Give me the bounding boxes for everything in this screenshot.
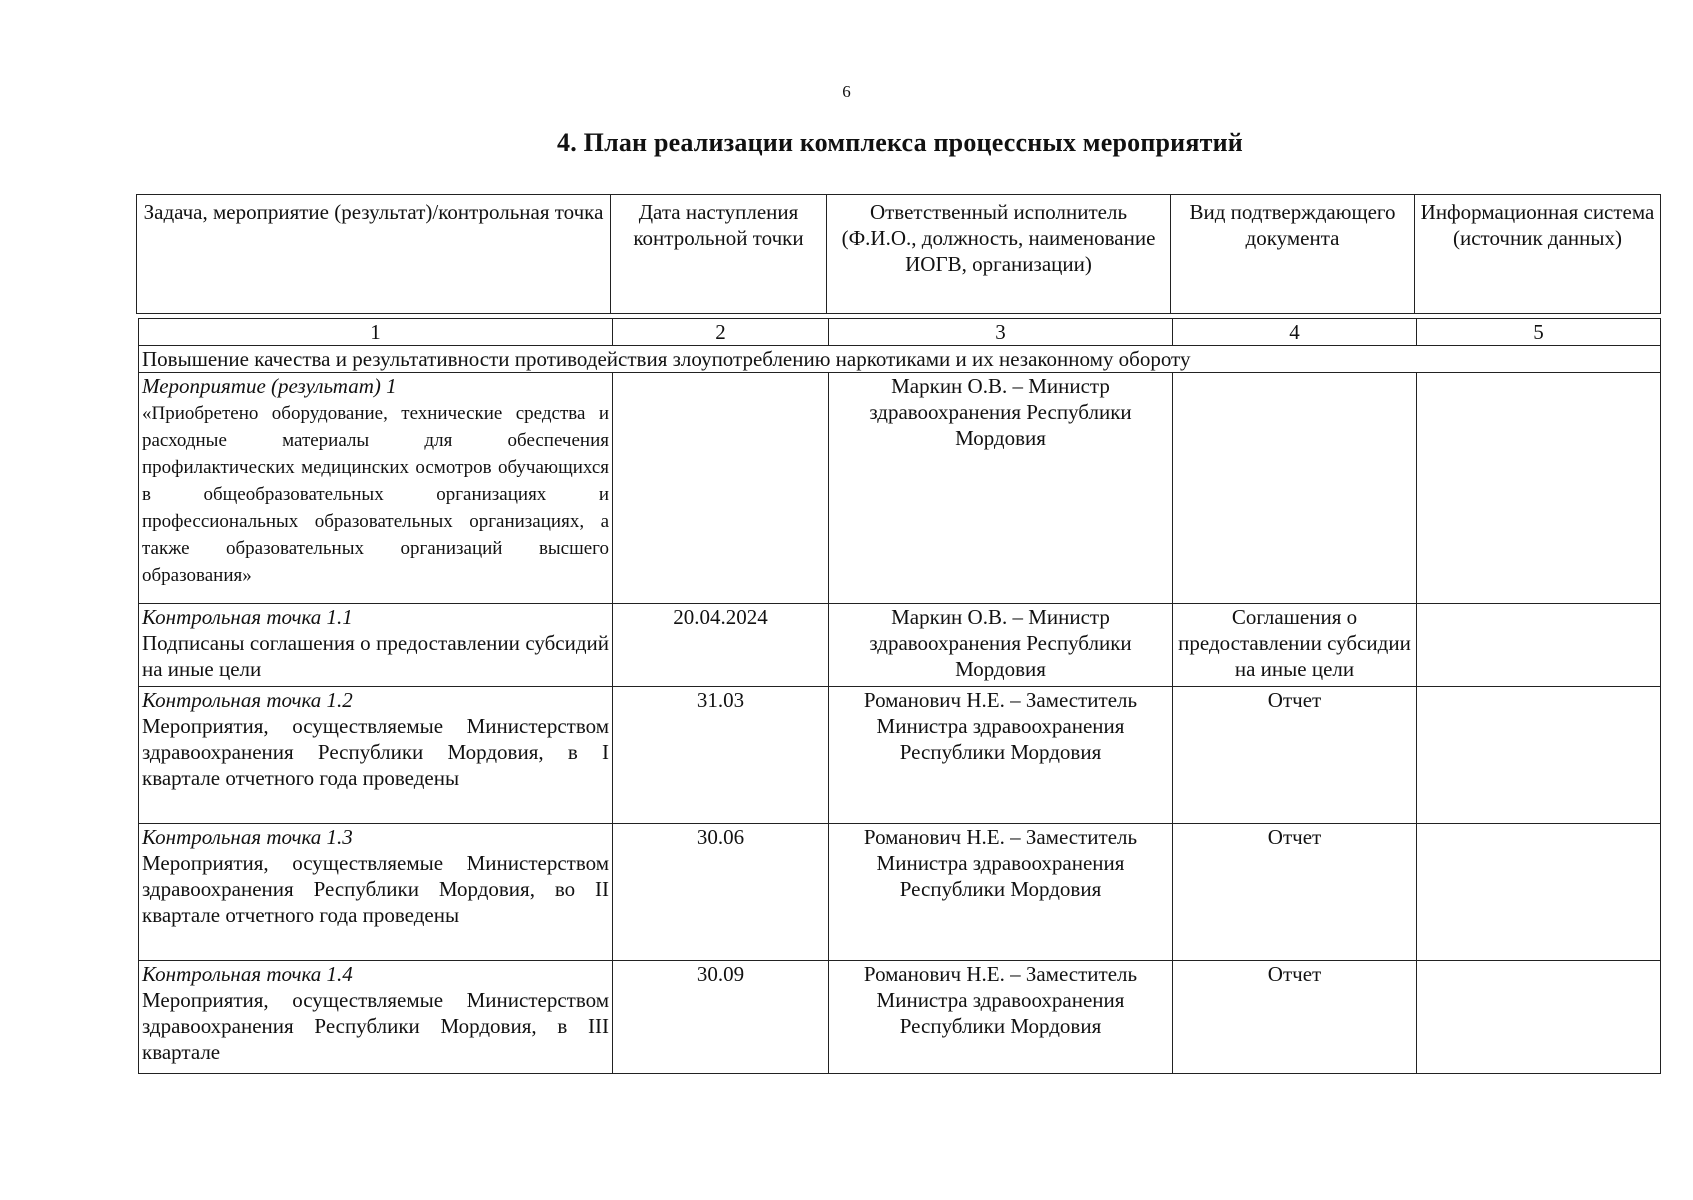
column-number: 4 — [1173, 319, 1417, 346]
date-cell: 30.06 — [613, 824, 829, 961]
source-cell — [1417, 373, 1661, 604]
plan-table — [138, 318, 1661, 1074]
responsible-cell: Романович Н.Е. – Заместитель Министра здравоохранения Республики Мордовия — [829, 687, 1173, 824]
date-cell: 30.09 — [613, 961, 829, 1074]
responsible-cell: Маркин О.В. – Министр здравоохранения Республики Мордовия — [829, 604, 1173, 687]
header-row — [137, 195, 1661, 314]
date-cell — [613, 373, 829, 604]
responsible-cell: Романович Н.Е. – Заместитель Министра здравоохранения Республики Мордовия — [829, 961, 1173, 1074]
row-label: Контрольная точка 1.1 — [142, 605, 353, 629]
row-label: Мероприятие (результат) 1 — [142, 374, 397, 398]
row-label: Контрольная точка 1.4 — [142, 962, 353, 986]
row-text: «Приобретено оборудование, технические средства и расходные материалы для обеспечения профилактических медицинских осмотров обучающихся в общеобразовательных организациях и профессиональных образовательных организациях, а также образовательных организаций высшего образования» — [142, 403, 609, 586]
header-document: Вид подтверждающего документа — [1171, 195, 1415, 314]
row-label: Контрольная точка 1.3 — [142, 825, 353, 849]
task-cell — [139, 604, 613, 687]
header-source: Информационная система (источник данных) — [1415, 195, 1661, 314]
section-title: Повышение качества и результативности противодействия злоупотреблению наркотиками и их незаконному обороту — [139, 346, 1661, 373]
header-table — [136, 194, 1661, 314]
task-cell — [139, 824, 613, 961]
responsible-cell: Романович Н.Е. – Заместитель Министра здравоохранения Республики Мордовия — [829, 824, 1173, 961]
row-text: Мероприятия, осуществляемые Министерством здравоохранения Республики Мордовия, в III квартале — [142, 988, 609, 1064]
source-cell — [1417, 961, 1661, 1074]
header-date: Дата наступления контрольной точки — [611, 195, 827, 314]
table-row — [139, 373, 1661, 604]
column-number: 3 — [829, 319, 1173, 346]
task-cell — [139, 687, 613, 824]
column-number: 1 — [139, 319, 613, 346]
row-text: Подписаны соглашения о предоставлении субсидий на иные цели — [142, 631, 609, 681]
page-number: 6 — [842, 82, 851, 101]
table-row — [139, 687, 1661, 824]
section-row — [139, 346, 1661, 373]
page-title: 4. План реализации комплекса процессных мероприятий — [557, 128, 1243, 157]
document-cell — [1173, 373, 1417, 604]
row-text: Мероприятия, осуществляемые Министерством здравоохранения Республики Мордовия, во II квартале отчетного года проведены — [142, 851, 609, 927]
table-row — [139, 961, 1661, 1074]
row-label: Контрольная точка 1.2 — [142, 688, 353, 712]
source-cell — [1417, 824, 1661, 961]
source-cell — [1417, 687, 1661, 824]
table-row — [139, 824, 1661, 961]
source-cell — [1417, 604, 1661, 687]
document-cell: Отчет — [1173, 824, 1417, 961]
responsible-cell: Маркин О.В. – Министр здравоохранения Республики Мордовия — [829, 373, 1173, 604]
row-text: Мероприятия, осуществляемые Министерством здравоохранения Республики Мордовия, в I квартале отчетного года проведены — [142, 714, 609, 790]
date-cell: 31.03 — [613, 687, 829, 824]
date-cell: 20.04.2024 — [613, 604, 829, 687]
column-numbers-row — [139, 319, 1661, 346]
task-cell — [139, 961, 613, 1074]
header-responsible: Ответственный исполнитель (Ф.И.О., должность, наименование ИОГВ, организации) — [827, 195, 1171, 314]
document-cell: Отчет — [1173, 687, 1417, 824]
column-number: 2 — [613, 319, 829, 346]
column-number: 5 — [1417, 319, 1661, 346]
header-task: Задача, мероприятие (результат)/контрольная точка — [137, 195, 611, 314]
table-row — [139, 604, 1661, 687]
document-cell: Отчет — [1173, 961, 1417, 1074]
document-cell: Соглашения о предоставлении субсидии на иные цели — [1173, 604, 1417, 687]
task-cell — [139, 373, 613, 604]
